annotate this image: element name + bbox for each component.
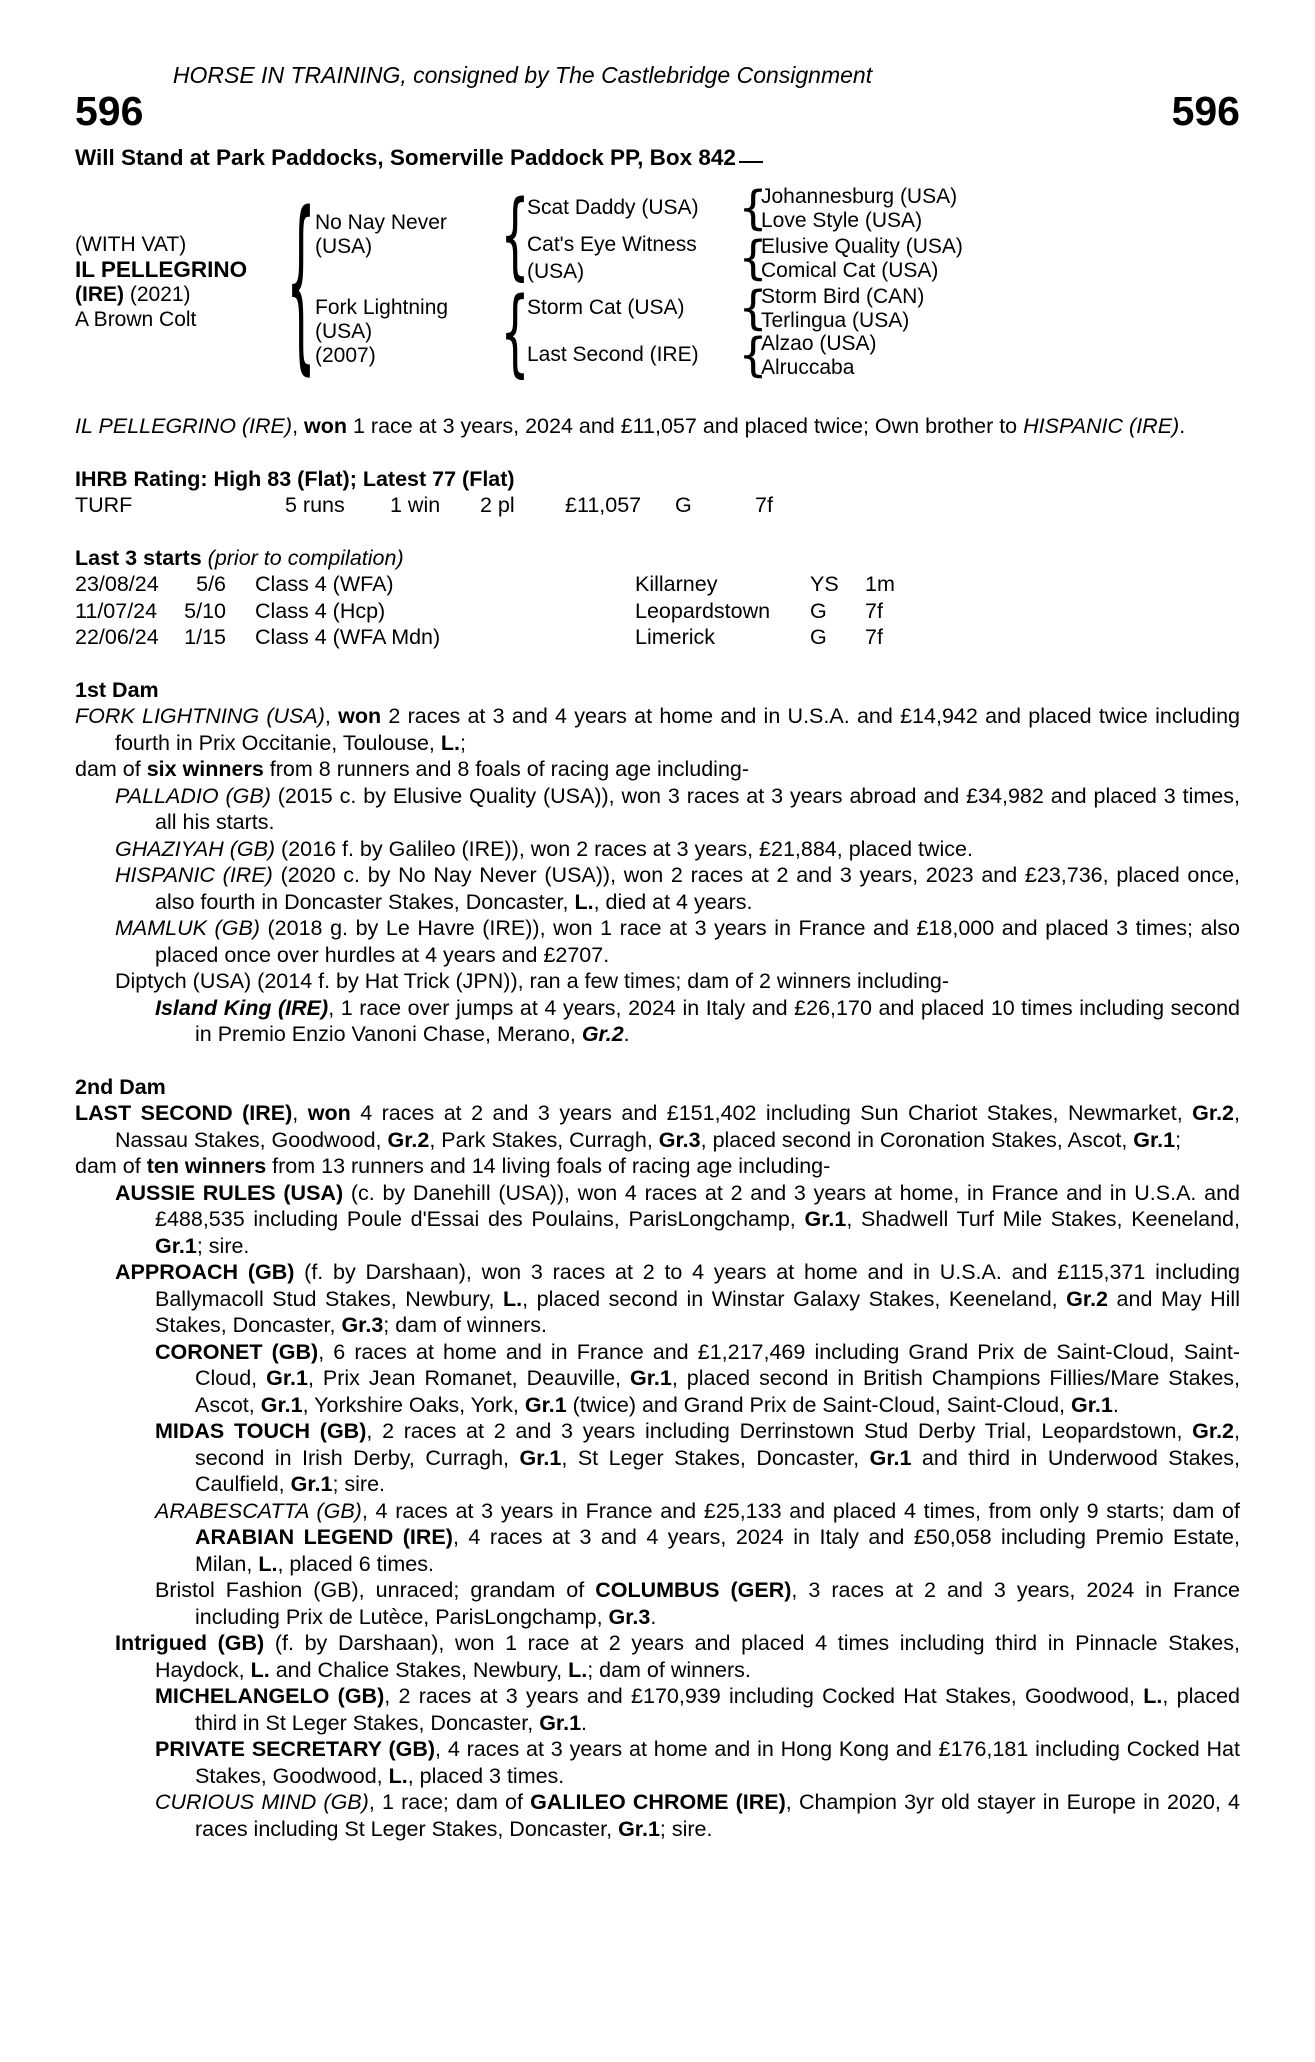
text-run: , placed second in British Champions Fillies/Mare Stakes, Ascot, — [195, 1366, 1240, 1417]
text-run: , Shadwell Turf Mile Stakes, Keeneland, — [846, 1207, 1240, 1231]
text-run: L. — [258, 1551, 278, 1576]
first-dam-section — [75, 677, 1240, 1048]
text-run: L. — [250, 1657, 270, 1682]
sire-group — [315, 179, 963, 290]
text-run: won — [304, 414, 348, 438]
great-grandsire-name: Storm Bird (CAN) — [761, 285, 925, 308]
race-going: YS — [810, 572, 839, 596]
race-date: 23/08/24 — [75, 572, 159, 596]
text-run: Gr.2 — [1066, 1286, 1109, 1311]
race-date: 11/07/24 — [75, 598, 158, 623]
section-heading: 2nd Dam — [75, 1074, 166, 1099]
dam-sire-block — [527, 281, 925, 336]
surface-label: TURF — [75, 493, 133, 517]
text-run: , Yorkshire Oaks, York, — [302, 1392, 525, 1417]
intrigued-paragraph — [75, 1630, 1240, 1683]
sire-dam-name: Cat's Eye Witness (USA) — [527, 233, 697, 283]
catalogue-page — [0, 62, 1315, 1842]
text-run: , Prix Jean Romanet, Deauville, — [307, 1366, 630, 1390]
race-row — [75, 571, 1240, 598]
text-run: (2016 f. by Galileo (IRE)), won 2 races at 3 years, £21,884, placed twice. — [275, 836, 973, 861]
text-run: ten winners — [146, 1154, 267, 1178]
aussie-rules-paragraph — [75, 1180, 1240, 1260]
dam-of-winners-line — [75, 756, 1240, 783]
subject-description: A Brown Colt — [75, 308, 197, 331]
text-run: CORONET (GB) — [155, 1339, 319, 1364]
text-run: HISPANIC (IRE) — [1023, 414, 1180, 438]
hispanic-paragraph — [75, 862, 1240, 915]
text-run: Gr.1 — [618, 1816, 660, 1841]
dam-name: Fork Lightning (USA) (2007) — [315, 296, 507, 368]
turf-record-row — [75, 492, 1240, 519]
text-run: L. — [440, 730, 460, 755]
text-run: , 1 race over jumps at 4 years, 2024 in Italy and £26,170 and placed 10 times including second in Premio Enzio Vanoni Chase, Merano, — [195, 995, 1240, 1046]
text-run: HISPANIC (IRE) — [115, 863, 273, 887]
text-run: from 13 runners and 14 living foals of racing age including- — [266, 1154, 831, 1178]
text-run: , 2 races at 3 years and £170,939 including Cocked Hat Stakes, Goodwood, — [384, 1684, 1144, 1708]
second-dam-paragraphs — [75, 1100, 1240, 1842]
race-row — [75, 598, 1240, 625]
race-position: 5/6 — [196, 572, 226, 596]
text-run: , placed second in Coronation Stakes, Ascot, — [700, 1127, 1134, 1152]
runs-count: 5 runs — [285, 493, 345, 517]
text-run: PALLADIO (GB) — [115, 783, 271, 808]
text-run: Gr.1 — [629, 1366, 672, 1390]
great-granddam-name: Terlingua (USA) — [761, 308, 910, 332]
text-run: Island King (IRE) — [155, 995, 329, 1020]
brace-glyph: { — [500, 276, 530, 387]
race-course: Leopardstown — [635, 598, 771, 623]
text-run: , 2 races at 2 and 3 years including Derrinstown Stud Derby Trial, Leopardstown, — [366, 1419, 1193, 1443]
text-run: Gr.1 — [260, 1392, 303, 1417]
subject-origin: (IRE) (2021) — [75, 283, 191, 306]
great-grandsire-name: Elusive Quality (USA) — [761, 235, 963, 258]
subject-name: IL PELLEGRINO — [75, 257, 248, 282]
text-run: Gr.1 — [155, 1233, 197, 1258]
text-run: Gr.3 — [341, 1313, 384, 1337]
stand-location: Will Stand at Park Paddocks, Somerville Paddock PP, Box 842 — [75, 145, 1240, 172]
section-heading: 1st Dam — [75, 677, 159, 702]
text-run: , second in Irish Derby, Curragh, — [195, 1419, 1240, 1470]
text-run: (2020 c. by No Nay Never (USA)), won 2 races at 2 and 3 years, 2023 and £23,736, placed once, also fourth in Doncaster Stakes, Doncaster, — [155, 863, 1240, 914]
text-run: ; sire. — [332, 1472, 386, 1496]
text-run: . — [650, 1604, 657, 1629]
text-run: ; dam of winners. — [587, 1657, 751, 1682]
brace-glyph: { — [738, 328, 768, 383]
subject-vat: (WITH VAT) — [75, 233, 187, 256]
text-run: , St Leger Stakes, Doncaster, — [561, 1445, 870, 1470]
text-run: COLUMBUS (GER) — [595, 1578, 792, 1602]
text-run: , 6 races at home and in France and £1,217,469 including Grand Prix de Saint-Cloud, Saint-Cloud, — [195, 1339, 1241, 1390]
island-king-paragraph — [75, 995, 1240, 1048]
pedigree-chart — [75, 170, 1240, 392]
text-run: , 4 races at 3 and 4 years, 2024 in Italy and £50,058 including Premio Estate, Milan, — [195, 1525, 1240, 1576]
last-second-paragraph — [75, 1100, 1240, 1153]
text-run: GALILEO CHROME (IRE) — [530, 1790, 786, 1814]
text-run: . — [623, 1022, 630, 1046]
places-count: 2 pl — [480, 493, 515, 517]
consignment-title: HORSE IN TRAINING, consigned by The Castlebridge Consignment — [172, 62, 873, 88]
first-dam-paragraphs — [75, 703, 1240, 1048]
text-run: (f. by Darshaan), won 3 races at 2 to 4 years at home and in U.S.A. and £115,371 including Ballymacoll Stud Stakes, Newbury, — [155, 1260, 1240, 1311]
approach-paragraph — [75, 1259, 1240, 1339]
text-run: , — [324, 704, 339, 728]
race-position: 5/10 — [184, 598, 226, 623]
text-run: ; — [459, 730, 466, 755]
text-run: Gr.1 — [290, 1472, 333, 1496]
dam-dam-block — [527, 328, 924, 383]
text-run: Gr.2 — [1192, 1419, 1235, 1443]
brace-glyph: { — [738, 281, 768, 336]
text-run: L. — [574, 889, 594, 914]
dam-of-winners-line — [75, 1153, 1240, 1180]
text-run: LAST SECOND (IRE) — [75, 1101, 293, 1125]
rating-heading: IHRB Rating: High 83 (Flat); Latest 77 (Flat) — [75, 466, 515, 491]
arabescatta-paragraph — [75, 1498, 1240, 1578]
text-run: Gr.1 — [539, 1710, 582, 1735]
text-run: 2 races at 3 and 4 years at home and in U.S.A. and £14,942 and placed twice including fourth in Prix Occitanie, Toulouse, — [115, 704, 1240, 755]
pedigree-subject — [75, 232, 293, 332]
text-run: (c. by Danehill (USA)), won 4 races at 2 and 3 years at home, in France and in U.S.A. and £488,535 including Poule d'Essai des Poulains, ParisLongchamp, — [155, 1180, 1240, 1231]
text-run: , 3 races at 2 and 3 years, 2024 in France including Prix de Lutèce, ParisLongchamp, — [195, 1578, 1240, 1629]
text-run: L. — [388, 1763, 408, 1788]
text-run: GHAZIYAH (GB) — [115, 836, 276, 861]
text-run: APPROACH (GB) — [115, 1260, 295, 1284]
dam-sire-name: Storm Cat (USA) — [527, 296, 685, 320]
earnings: £11,057 — [565, 493, 642, 517]
race-course: Killarney — [635, 572, 718, 596]
text-run: Gr.2 — [1192, 1101, 1235, 1125]
text-run: dam of — [75, 757, 147, 781]
text-run: won — [338, 704, 382, 728]
text-run: . — [581, 1710, 588, 1735]
race-class: Class 4 (Hcp) — [255, 598, 386, 623]
midas-touch-paragraph — [75, 1418, 1240, 1498]
text-run: Gr.1 — [1133, 1127, 1176, 1152]
wins-count: 1 win — [390, 493, 441, 517]
race-distance: 1m — [865, 572, 895, 596]
race-going: G — [810, 625, 827, 649]
text-run: and May Hill Stakes, Doncaster, — [155, 1286, 1240, 1337]
going: G — [675, 493, 692, 517]
text-run: from 8 runners and 8 foals of racing age including- — [263, 757, 750, 781]
michelangelo-paragraph — [75, 1683, 1240, 1736]
text-run: (2018 g. by Le Havre (IRE)), won 1 race at 3 years in France and £18,000 and placed 3 times; also placed once over hurdles at 4 years and £2707. — [155, 916, 1241, 967]
text-run: ; — [1175, 1127, 1182, 1152]
dam-group — [315, 276, 963, 387]
text-run: , 1 race; dam of — [368, 1790, 531, 1814]
race-distance: 7f — [865, 625, 883, 649]
text-run: Gr.1 — [524, 1392, 567, 1417]
text-run: FORK LIGHTNING (USA) — [75, 704, 325, 728]
text-run: Gr.1 — [266, 1366, 308, 1390]
text-run: ARABIAN LEGEND (IRE) — [195, 1525, 453, 1549]
sire-sire-block — [527, 181, 963, 236]
text-run: Gr.1 — [1071, 1392, 1113, 1417]
text-run: , Park Stakes, Curragh, — [429, 1127, 659, 1152]
text-run: Gr.1 — [519, 1445, 562, 1470]
text-run: Gr.3 — [658, 1127, 701, 1152]
text-run: ; sire. — [659, 1816, 713, 1841]
text-run: . — [1112, 1392, 1119, 1417]
dam-dam-name: Last Second (IRE) — [527, 343, 699, 367]
text-run: Gr.1 — [804, 1207, 847, 1231]
text-run: . — [1179, 414, 1186, 438]
sire-name: No Nay Never (USA) — [315, 211, 447, 258]
text-run: Gr.3 — [608, 1604, 651, 1629]
text-run: Gr.2 — [387, 1127, 430, 1152]
rating-block — [75, 466, 1240, 519]
text-run: PRIVATE SECRETARY (GB) — [155, 1737, 436, 1761]
text-run: MAMLUK (GB) — [115, 916, 260, 940]
text-run: , placed 3 times. — [407, 1763, 565, 1788]
race-summary — [75, 413, 1240, 440]
text-run: Intrigued (GB) — [115, 1631, 265, 1655]
fork-lightning-paragraph — [75, 703, 1240, 756]
last-3-starts-title: Last 3 starts (prior to compilation) — [75, 545, 404, 570]
text-run: Diptych (USA) (2014 f. by Hat Trick (JPN)), ran a few times; dam of 2 winners including- — [115, 969, 949, 993]
distance: 7f — [755, 493, 773, 517]
brace-glyph: { — [738, 181, 768, 236]
text-run: , placed second in Winstar Galaxy Stakes, Keeneland, — [522, 1286, 1067, 1311]
text-run: , died at 4 years. — [593, 889, 753, 914]
text-run: , — [292, 414, 305, 438]
text-run: , placed third in St Leger Stakes, Doncaster, — [195, 1684, 1240, 1735]
curious-mind-paragraph — [75, 1789, 1240, 1842]
mamluk-paragraph — [75, 915, 1240, 968]
text-run: ; sire. — [196, 1233, 250, 1258]
text-run: (2015 c. by Elusive Quality (USA)), won 3 races at 3 years abroad and £34,982 and placed 3 times, all his starts. — [155, 783, 1240, 834]
text-run: Gr.2 — [581, 1022, 624, 1046]
sire-sire-name: Scat Daddy (USA) — [527, 196, 699, 220]
text-run: Bristol Fashion (GB), unraced; grandam of — [155, 1578, 596, 1602]
text-run: MIDAS TOUCH (GB) — [155, 1419, 367, 1443]
palladio-paragraph — [75, 783, 1240, 836]
text-run: dam of — [75, 1154, 147, 1178]
text-run: won — [307, 1101, 351, 1125]
race-going: G — [810, 598, 827, 623]
text-run: Gr.1 — [869, 1445, 912, 1470]
text-run: 4 races at 2 and 3 years and £151,402 including Sun Chariot Stakes, Newmarket, — [350, 1101, 1193, 1125]
bristol-fashion-paragraph — [75, 1577, 1240, 1630]
race-date: 22/06/24 — [75, 625, 159, 649]
text-run: , placed 6 times. — [277, 1551, 434, 1576]
text-run: six winners — [146, 757, 264, 781]
race-class: Class 4 (WFA Mdn) — [255, 625, 441, 649]
text-run: CURIOUS MIND (GB) — [155, 1790, 369, 1814]
text-run: , Nassau Stakes, Goodwood, — [115, 1101, 1240, 1152]
text-run: and Chalice Stakes, Newbury, — [269, 1657, 569, 1682]
coronet-paragraph — [75, 1339, 1240, 1419]
brace-glyph: { — [286, 170, 316, 392]
text-run: ARABESCATTA (GB) — [155, 1498, 362, 1523]
text-run: , — [292, 1101, 308, 1125]
brace-glyph: { — [500, 179, 530, 290]
great-granddam-name: Love Style (USA) — [761, 208, 923, 232]
text-run: (f. by Darshaan), won 1 race at 2 years and placed 4 times including third in Pinnacle Stakes, Haydock, — [155, 1631, 1240, 1682]
great-granddam-name: Comical Cat (USA) — [761, 258, 939, 282]
text-run: (twice) and Grand Prix de Saint-Cloud, Saint-Cloud, — [566, 1392, 1071, 1417]
lot-number-left: 596 — [75, 87, 144, 134]
text-run: IL PELLEGRINO (IRE) — [75, 414, 293, 438]
text-run: L. — [568, 1657, 588, 1682]
text-run: , Champion 3yr old stayer in Europe in 2020, 4 races including St Leger Stakes, Doncaster, — [195, 1790, 1240, 1841]
text-run: , 4 races at 3 years at home and in Hong Kong and £176,181 including Cocked Hat Stakes, Goodwood, — [195, 1737, 1240, 1788]
great-grandsire-name: Johannesburg (USA) — [761, 185, 958, 208]
lot-number-right: 596 — [1171, 87, 1240, 134]
pedigree-parents — [315, 179, 963, 387]
text-run: AUSSIE RULES (USA) — [115, 1180, 344, 1205]
race-class: Class 4 (WFA) — [255, 572, 394, 596]
text-run: and third in Underwood Stakes, Caulfield, — [195, 1445, 1240, 1496]
text-run: 1 race at 3 years, 2024 and £11,057 and placed twice; Own brother to — [347, 414, 1024, 438]
lot-row — [75, 89, 1240, 133]
diptych-paragraph — [75, 968, 1240, 995]
text-run: , 4 races at 3 years in France and £25,133 and placed 4 times, from only 9 starts; dam of — [361, 1498, 1240, 1523]
last-3-starts-block — [75, 545, 1240, 651]
race-course: Limerick — [635, 625, 716, 649]
race-row — [75, 624, 1240, 651]
private-secretary-paragraph — [75, 1736, 1240, 1789]
ghaziyah-paragraph — [75, 836, 1240, 863]
sire-dam-block — [527, 232, 963, 285]
second-dam-section — [75, 1074, 1240, 1843]
great-grandsire-name: Alzao (USA) — [761, 332, 877, 355]
text-run: L. — [503, 1286, 523, 1311]
dam-year: (2007) — [315, 344, 376, 367]
brace-glyph: { — [738, 231, 768, 286]
race-distance: 7f — [865, 598, 883, 623]
race-position: 1/15 — [184, 625, 226, 649]
text-run: MICHELANGELO (GB) — [155, 1684, 385, 1708]
text-run: L. — [1143, 1684, 1163, 1708]
great-granddam-name: Alruccaba — [761, 355, 855, 379]
text-run: ; dam of winners. — [383, 1313, 547, 1337]
